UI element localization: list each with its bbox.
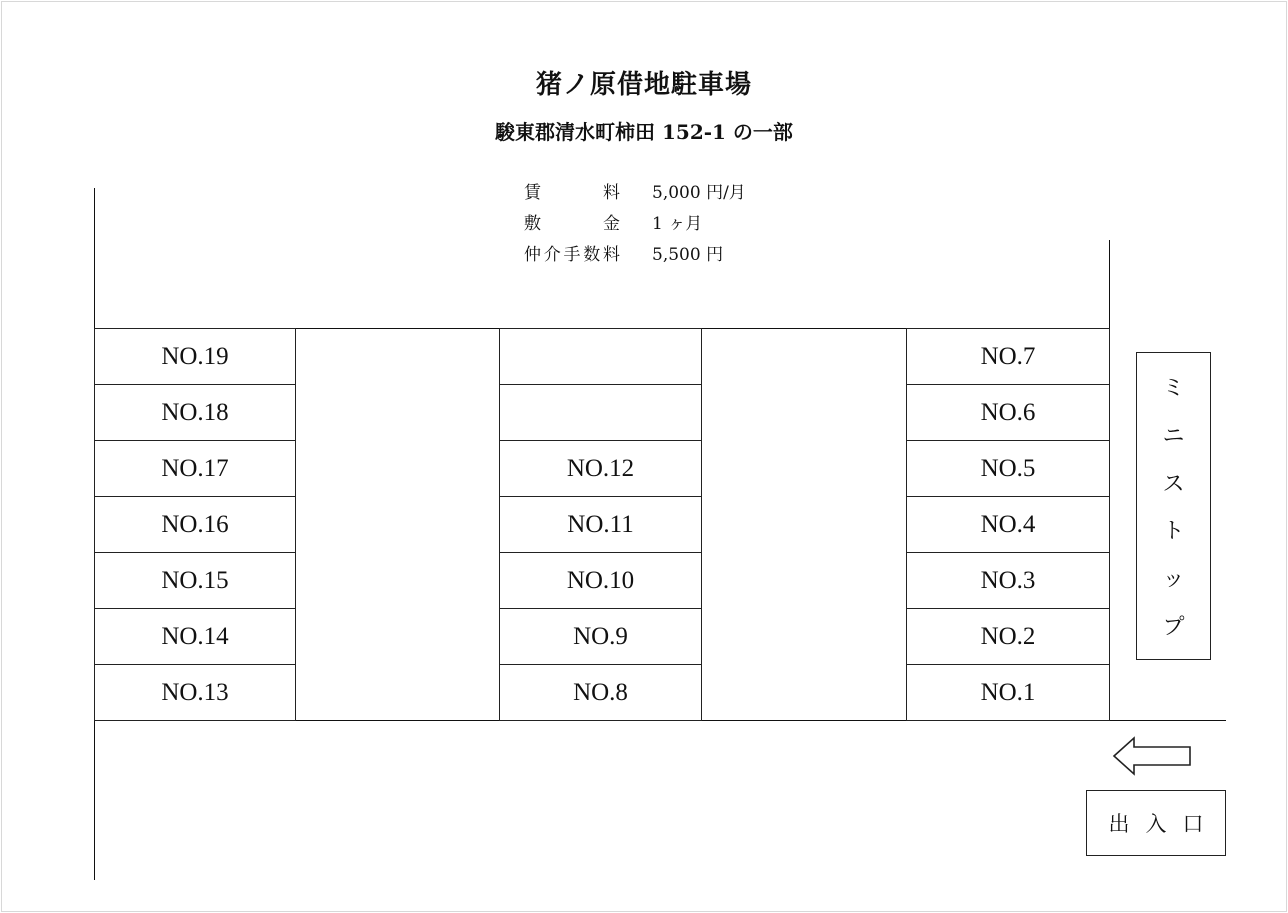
- parking-slot: NO.14: [94, 608, 296, 665]
- info-label: 仲介手数料: [524, 245, 620, 265]
- info-value: 5,000 円/月: [652, 183, 746, 203]
- info-value: 5,500 円: [652, 245, 724, 265]
- parking-slot: NO.19: [94, 328, 296, 385]
- parking-slot: NO.2: [906, 608, 1110, 665]
- ministop-char: プ: [1162, 614, 1185, 640]
- parking-slot: NO.17: [94, 440, 296, 497]
- ministop-store-label: [1136, 352, 1211, 660]
- parking-slot: NO.1: [906, 664, 1110, 721]
- info-label: 賃料: [524, 183, 620, 203]
- parking-slot: NO.13: [94, 664, 296, 721]
- parking-slot: NO.10: [499, 552, 702, 609]
- fee-info: [524, 180, 746, 273]
- entrance-label: 出入口: [1086, 790, 1226, 856]
- parking-slot: NO.6: [906, 384, 1110, 441]
- ministop-char: ッ: [1162, 566, 1185, 592]
- ministop-char: ニ: [1162, 423, 1185, 449]
- left-arrow-icon: [1112, 735, 1194, 777]
- parking-slot: NO.16: [94, 496, 296, 553]
- parking-slot: NO.7: [906, 328, 1110, 385]
- parking-slot: NO.8: [499, 664, 702, 721]
- parking-slot: NO.18: [94, 384, 296, 441]
- parking-slot: NO.9: [499, 608, 702, 665]
- info-row-deposit: [524, 211, 746, 242]
- page-title: 猪ノ原借地駐車場: [535, 70, 752, 100]
- address: 駿東郡清水町柿田 152-1 の一部: [495, 120, 793, 144]
- parking-slot: NO.12: [499, 440, 702, 497]
- ministop-char: ト: [1162, 519, 1185, 545]
- parking-slot: NO.5: [906, 440, 1110, 497]
- parking-slot: NO.4: [906, 496, 1110, 553]
- parking-slot: NO.11: [499, 496, 702, 553]
- parking-slot: NO.3: [906, 552, 1110, 609]
- ministop-char: ミ: [1162, 376, 1185, 402]
- info-label: 敷金: [524, 214, 620, 234]
- ministop-char: ス: [1162, 471, 1185, 497]
- info-row-fee: [524, 242, 746, 273]
- info-row-rent: [524, 180, 746, 211]
- parking-slot: NO.15: [94, 552, 296, 609]
- parking-slot-empty: [499, 328, 702, 385]
- info-value: 1 ヶ月: [652, 214, 703, 234]
- parking-slot-empty: [499, 384, 702, 441]
